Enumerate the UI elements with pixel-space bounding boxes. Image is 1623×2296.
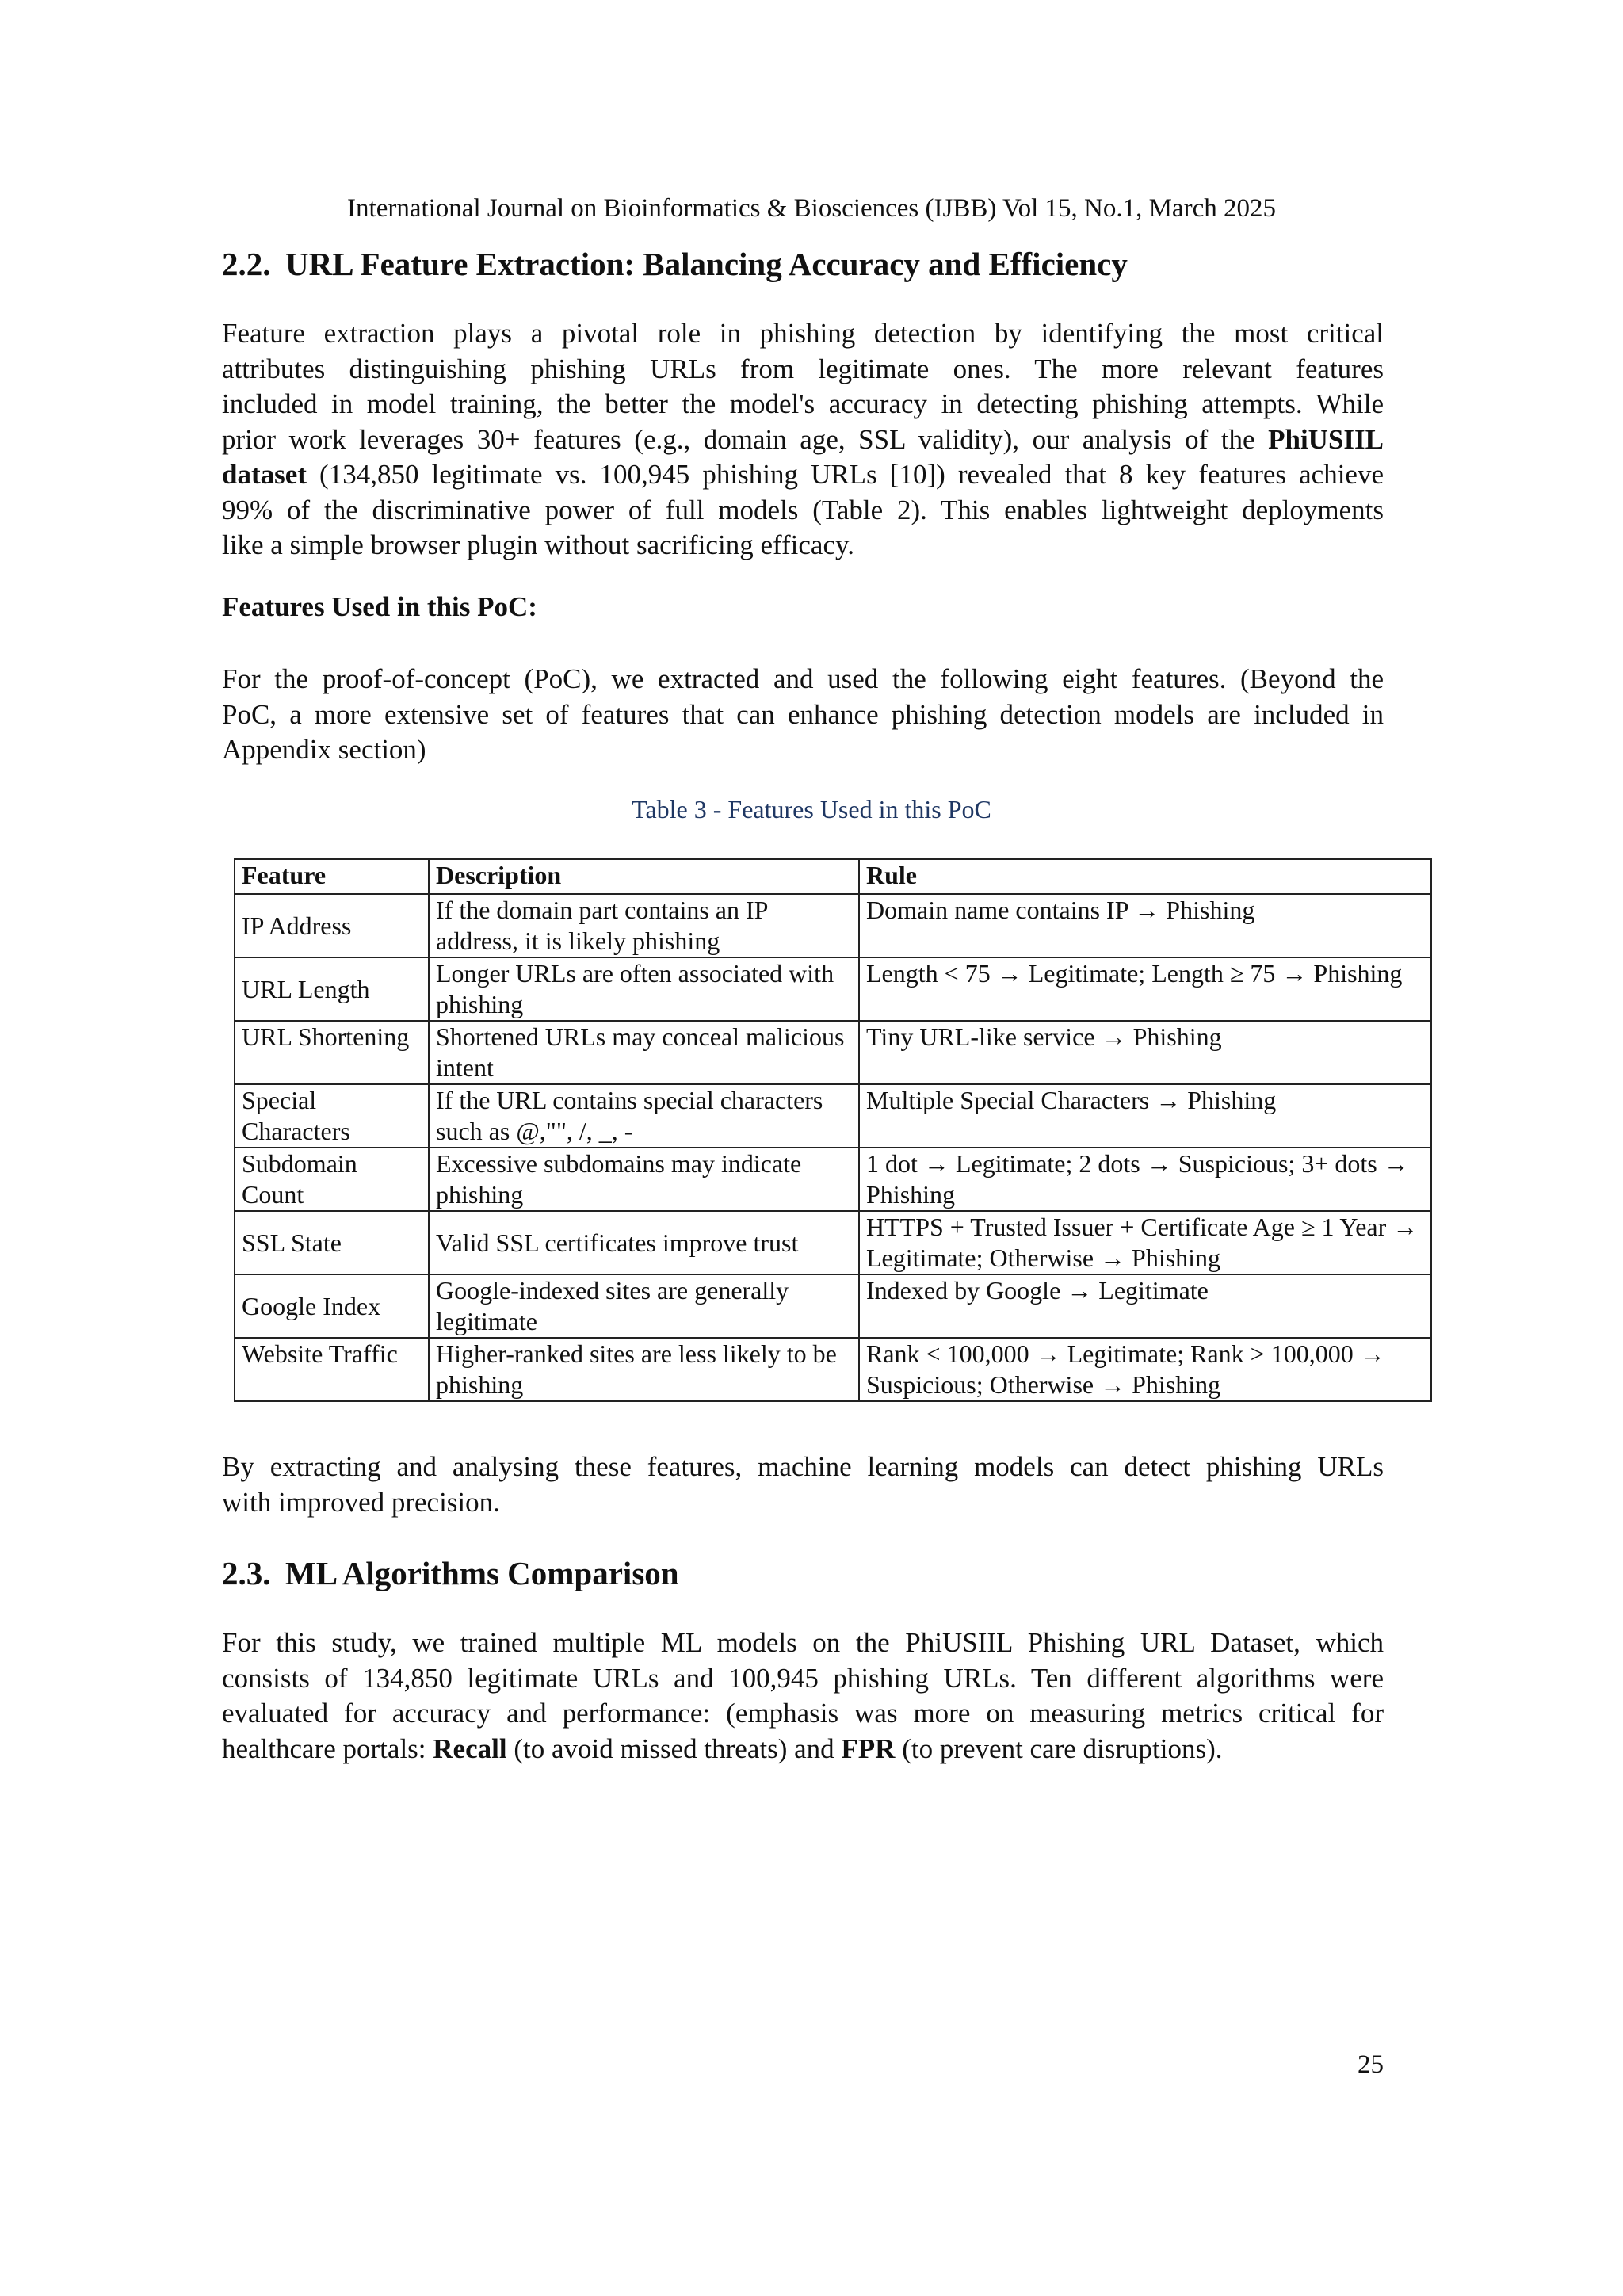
feature-cell: URL Length	[235, 957, 429, 1021]
rule-cell: 1 dot → Legitimate; 2 dots → Suspicious; 3+ dots → Phishing	[859, 1148, 1431, 1211]
rule-cell: Rank < 100,000 → Legitimate; Rank > 100,000 → Suspicious; Otherwise → Phishing	[859, 1338, 1431, 1401]
rule-cell: HTTPS + Trusted Issuer + Certificate Age ≥ 1 Year → Legitimate; Otherwise → Phishing	[859, 1211, 1431, 1274]
description-cell: Valid SSL certificates improve trust	[429, 1211, 859, 1274]
text-line: For this study, we trained multiple ML models on the PhiUSIIL Phishing URL Dataset, which	[222, 1627, 1384, 1658]
text-line: attributes distinguishing phishing URLs from legitimate ones. The more relevant features	[222, 353, 1384, 384]
running-head: International Journal on Bioinformatics & Biosciences (IJBB) Vol 15, No.1, March 2025	[347, 194, 1276, 223]
paragraph-after-table	[222, 1450, 1384, 1520]
description-cell: Excessive subdomains may indicate phishing	[429, 1148, 859, 1211]
text-line: with improved precision.	[222, 1486, 500, 1518]
section-heading-2-2	[222, 244, 1128, 284]
rule-cell: Tiny URL-like service → Phishing	[859, 1021, 1431, 1084]
table-row	[235, 1148, 1431, 1211]
text-line: included in model training, the better the model's accuracy in detecting phishing attempts. While	[222, 388, 1384, 419]
text-line: By extracting and analysing these features, machine learning models can detect phishing URLs	[222, 1451, 1384, 1482]
paragraph-feature-extraction	[222, 316, 1384, 563]
text-run: (to prevent care disruptions).	[895, 1733, 1223, 1764]
section-title: ML Algorithms Comparison	[285, 1555, 679, 1591]
table-row	[235, 1211, 1431, 1274]
text-line	[222, 422, 1384, 458]
features-subheading: Features Used in this PoC:	[222, 591, 537, 622]
features-table	[234, 858, 1432, 1402]
text-line: like a simple browser plugin without sacrificing efficacy.	[222, 529, 854, 560]
text-line: consists of 134,850 legitimate URLs and 100,945 phishing URLs. Ten different algorithms were	[222, 1662, 1384, 1694]
table-caption: Table 3 - Features Used in this PoC	[632, 795, 991, 823]
feature-cell: SSL State	[235, 1211, 429, 1274]
text-run: (to avoid missed threats) and	[506, 1733, 842, 1764]
text-run: prior work leverages 30+ features (e.g., domain age, SSL validity), our analysis of the	[222, 423, 1269, 455]
description-cell: If the domain part contains an IP address, it is likely phishing	[429, 894, 859, 957]
feature-cell: Website Traffic	[235, 1338, 429, 1401]
paragraph-poc-features	[222, 662, 1384, 768]
table-header-row	[235, 859, 1431, 894]
text-line	[222, 1732, 1384, 1767]
text-line: evaluated for accuracy and performance: (emphasis was more on measuring metrics critical for	[222, 1698, 1384, 1729]
text-line: Feature extraction plays a pivotal role in phishing detection by identifying the most critical	[222, 318, 1384, 349]
feature-cell: Subdomain Count	[235, 1148, 429, 1211]
feature-cell: URL Shortening	[235, 1021, 429, 1084]
table-row	[235, 1338, 1431, 1401]
bold-term: FPR	[841, 1733, 896, 1764]
page-number: 25	[1358, 2050, 1384, 2079]
description-cell: If the URL contains special characters such as @,"", /, _, -	[429, 1084, 859, 1148]
text-run: (134,850 legitimate vs. 100,945 phishing URLs [10]) revealed that 8 key features achieve	[306, 459, 1384, 490]
rule-cell: Domain name contains IP → Phishing	[859, 894, 1431, 957]
rule-cell: Indexed by Google → Legitimate	[859, 1274, 1431, 1338]
section-number: 2.3.	[222, 1555, 271, 1591]
table-row	[235, 1021, 1431, 1084]
text-line: Appendix section)	[222, 734, 426, 765]
description-cell: Higher-ranked sites are less likely to be phishing	[429, 1338, 859, 1401]
bold-term: PhiUSIIL	[1268, 423, 1384, 455]
table-row	[235, 957, 1431, 1021]
section-title: URL Feature Extraction: Balancing Accuracy and Efficiency	[285, 246, 1128, 282]
rule-cell: Length < 75 → Legitimate; Length ≥ 75 → Phishing	[859, 957, 1431, 1021]
table-row	[235, 1084, 1431, 1148]
feature-cell: Google Index	[235, 1274, 429, 1338]
bold-term: dataset	[222, 459, 307, 490]
feature-cell: Special Characters	[235, 1084, 429, 1148]
text-line: 99% of the discriminative power of full models (Table 2). This enables lightweight deployments	[222, 494, 1384, 525]
table-row	[235, 894, 1431, 957]
rule-cell: Multiple Special Characters → Phishing	[859, 1084, 1431, 1148]
table-row	[235, 1274, 1431, 1338]
feature-cell: IP Address	[235, 894, 429, 957]
column-header-description: Description	[429, 859, 859, 894]
description-cell: Longer URLs are often associated with phishing	[429, 957, 859, 1021]
column-header-rule: Rule	[859, 859, 1431, 894]
text-line: For the proof-of-concept (PoC), we extracted and used the following eight features. (Beyond the	[222, 663, 1384, 694]
description-cell: Google-indexed sites are generally legitimate	[429, 1274, 859, 1338]
description-cell: Shortened URLs may conceal malicious intent	[429, 1021, 859, 1084]
section-heading-2-3	[222, 1553, 679, 1593]
text-line: PoC, a more extensive set of features that can enhance phishing detection models are included in	[222, 698, 1384, 730]
text-run: healthcare portals:	[222, 1733, 433, 1764]
text-line	[222, 457, 1384, 493]
column-header-feature: Feature	[235, 859, 429, 894]
paragraph-ml-comparison	[222, 1626, 1384, 1767]
bold-term: Recall	[433, 1733, 507, 1764]
section-number: 2.2.	[222, 246, 271, 282]
